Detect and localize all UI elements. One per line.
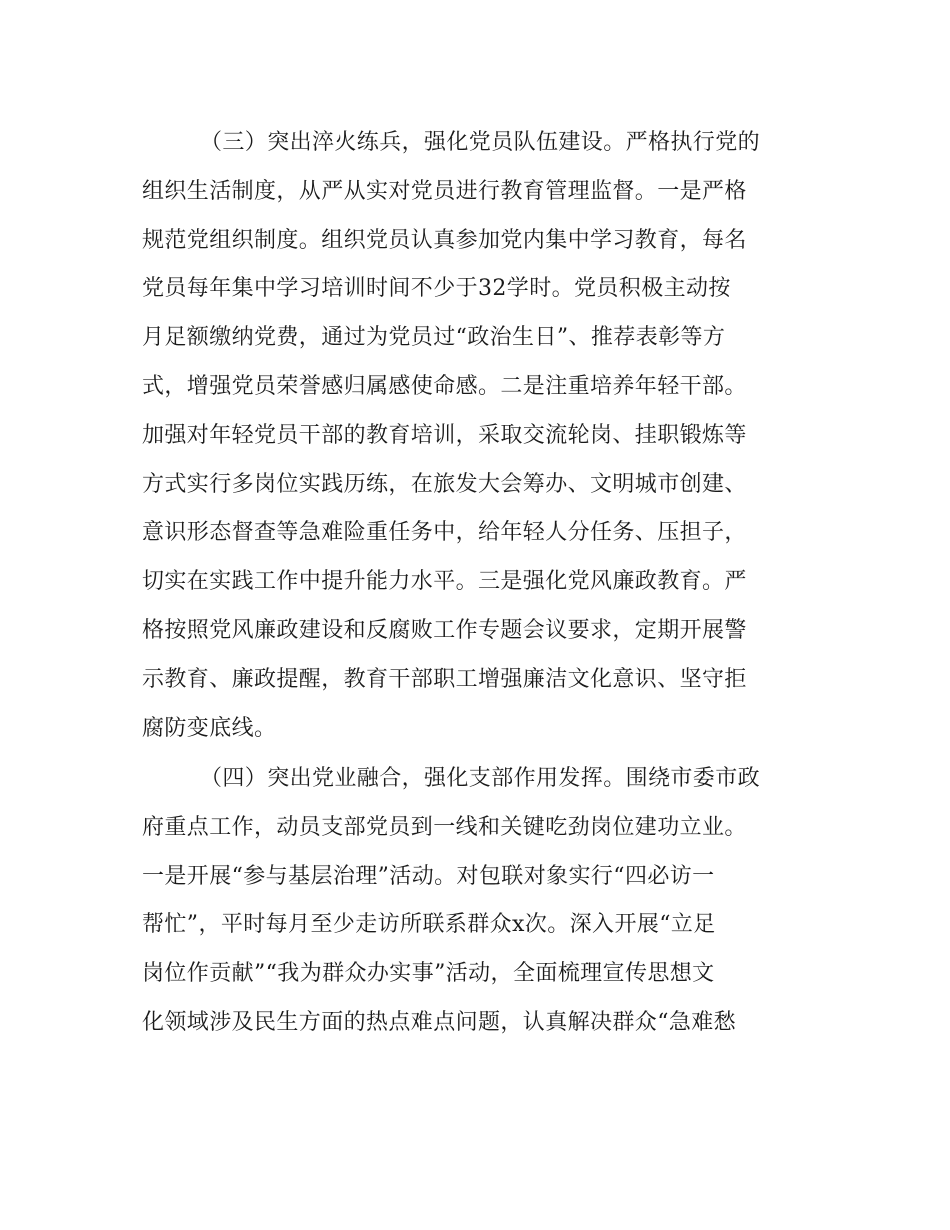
paragraph-section-4: [142, 755, 812, 1048]
paragraph-line: 化领域涉及民生方面的热点难点问题，认真解决群众“急难愁: [142, 1009, 737, 1035]
paragraph-line: 岗位作贡献”“我为群众办实事”活动，全面梳理宣传思想文: [142, 961, 715, 987]
paragraph-line: 一是开展“参与基层治理”活动。对包联对象实行“四必访一: [142, 863, 715, 889]
paragraph-line: （四）突出党业融合，强化支部作用发挥。围绕市委市政: [200, 766, 761, 791]
paragraph-section-3: [142, 119, 812, 753]
paragraph-line: 加强对年轻党员干部的教育培训，采取交流轮岗、挂职锻炼等: [142, 422, 747, 448]
paragraph-line: 腐防变底线。: [142, 715, 277, 741]
paragraph-line: 帮忙”，平时每月至少走访所联系群众x次。深入开展“立足: [142, 912, 716, 938]
paragraph-line: （三）突出淬火练兵，强化党员队伍建设。严格执行党的: [200, 130, 761, 155]
paragraph-line: 式，增强党员荣誉感归属感使命感。二是注重培养年轻干部。: [142, 373, 747, 399]
paragraph-line: 规范党组织制度。组织党员认真参加党内集中学习教育，每名: [142, 227, 747, 253]
paragraph-line: 切实在实践工作中提升能力水平。三是强化党风廉政教育。严: [142, 569, 747, 595]
paragraph-line: 府重点工作，动员支部党员到一线和关键吃劲岗位建功立业。: [142, 814, 747, 840]
paragraph-line: 方式实行多岗位实践历练，在旅发大会筹办、文明城市创建、: [142, 471, 747, 497]
paragraph-line: 示教育、廉政提醒，教育干部职工增强廉洁文化意识、坚守拒: [142, 666, 747, 692]
paragraph-line: 格按照党风廉政建设和反腐败工作专题会议要求，定期开展警: [142, 617, 747, 643]
paragraph-line: 党员每年集中学习培训时间不少于32学时。党员积极主动按: [142, 276, 731, 302]
paragraph-line: 月足额缴纳党费，通过为党员过“政治生日”、推荐表彰等方: [142, 325, 726, 351]
paragraph-line: 意识形态督查等急难险重任务中，给年轻人分任务、压担子，: [142, 520, 747, 546]
paragraph-line: 组织生活制度，从严从实对党员进行教育管理监督。一是严格: [142, 178, 747, 204]
